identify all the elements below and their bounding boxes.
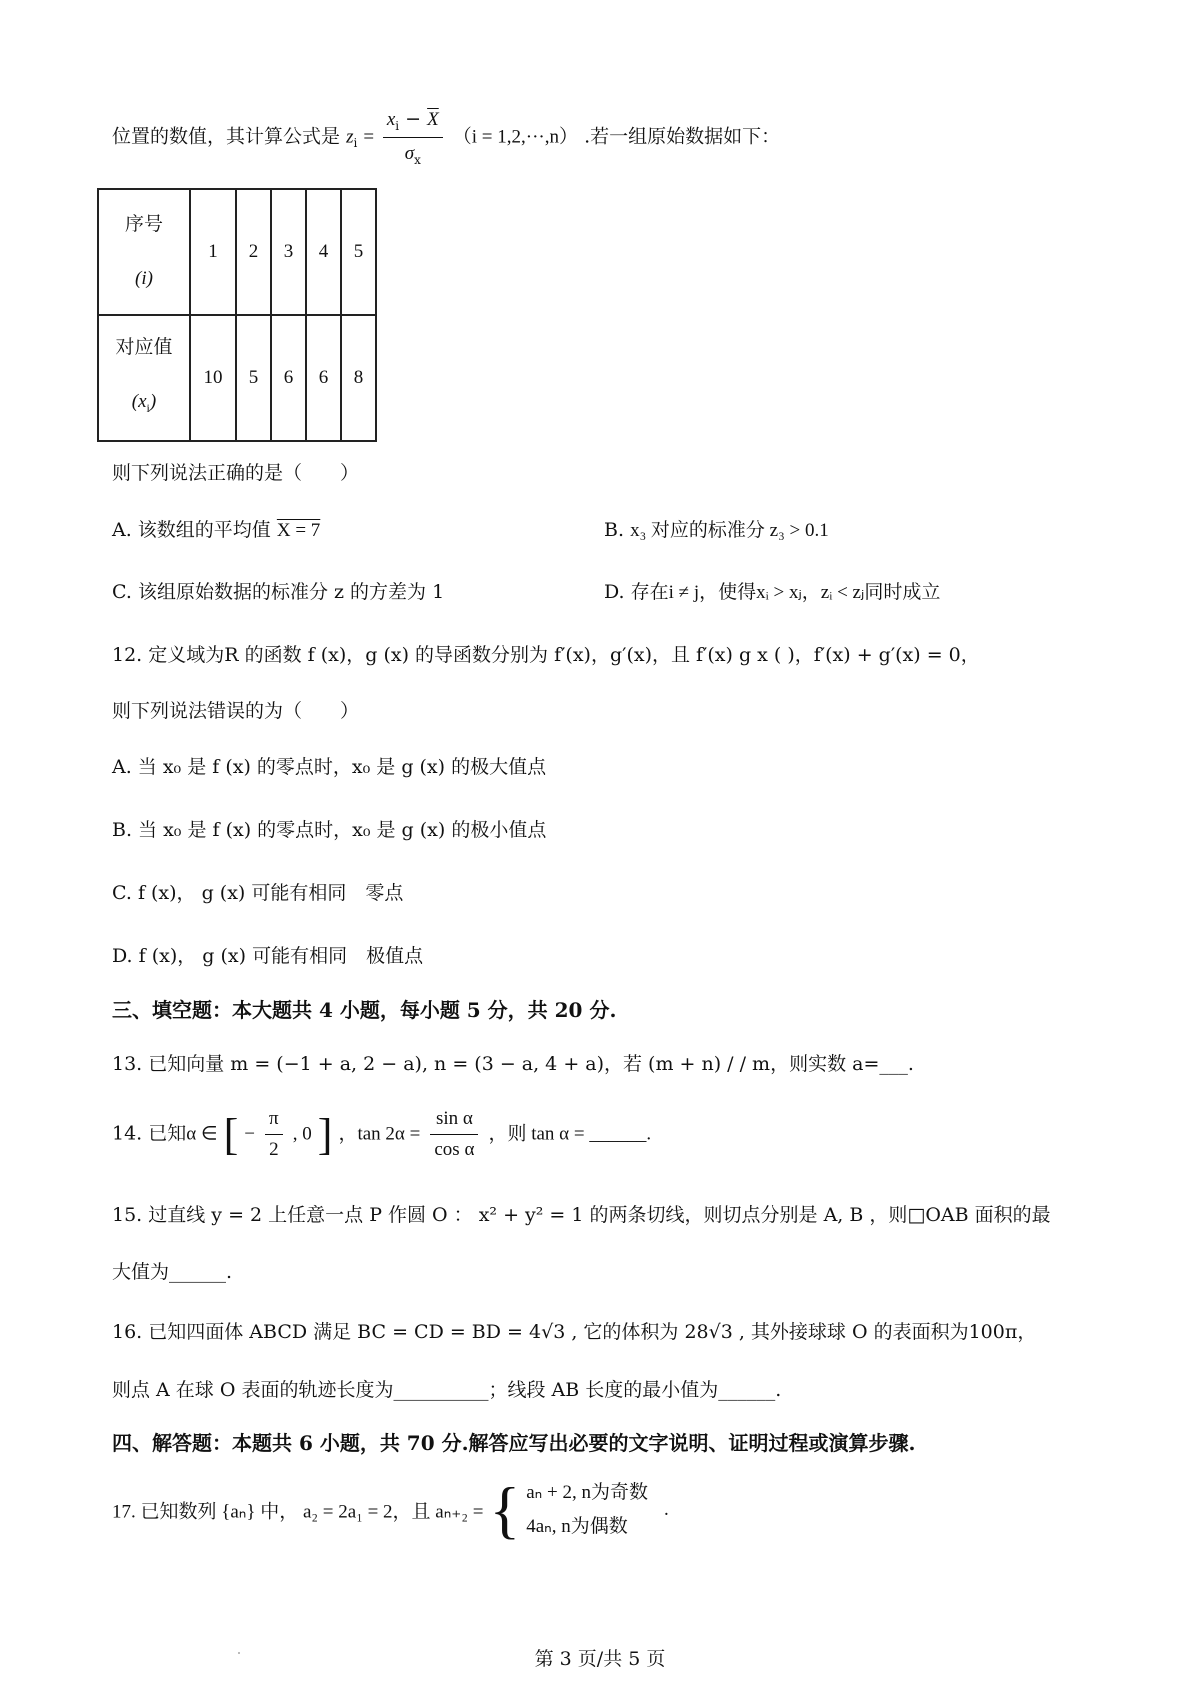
data-table: [97, 188, 377, 442]
index-range: （i = 1,2,···,n）: [452, 126, 579, 148]
q17-cases: aₙ + 2, n为奇数 4aₙ, n为偶数: [526, 1482, 648, 1537]
q12-option-a: A. 当 x₀ 是 f (x) 的零点时，x₀ 是 g (x) 的极大值点: [112, 756, 547, 778]
table-cell: 5: [236, 315, 271, 441]
q15-line-2: 大值为______.: [112, 1261, 233, 1283]
table-cell: 5: [341, 189, 376, 315]
q16-line-1: 16. 已知四面体 ABCD 满足 BC = CD = BD = 4√3 , 它的体积为 28√3 , 其外接球球 O 的表面积为100π，: [112, 1321, 1037, 1343]
table-cell: 1: [190, 189, 236, 315]
page-footer: 第 3 页/共 5 页: [534, 1648, 666, 1670]
q16-line-2: 则点 A 在球 O 表面的轨迹长度为__________；线段 AB 长度的最小值为______.: [112, 1379, 782, 1401]
q11-option-c: C. 该组原始数据的标准分 z 的方差为 1: [112, 581, 445, 603]
intro-tail: .若一组原始数据如下：: [584, 125, 781, 148]
table-cell: 2: [236, 189, 271, 315]
table-cell: 6: [306, 315, 341, 441]
q15-line-1: 15. 过直线 y = 2 上任意一点 P 作圆 O ： x² + y² = 1 的两条切线，则切点分别是 A, B ，则□OAB 面积的最: [112, 1204, 1051, 1226]
table-row: [98, 315, 376, 441]
q12-prompt: 则下列说法错误的为（ ）: [112, 700, 360, 722]
q12-stem: 12. 定义域为R 的函数 f (x)，g (x) 的导函数分别为 f′(x)，g′(x)，且 f′(x) g x ( )，f′(x) + g′(x) = 0，: [112, 644, 980, 666]
q11-option-b: B. x₃ 对应的标准分 z₃ > 0.1: [604, 519, 829, 541]
table-cell: 10: [190, 315, 236, 441]
section-4-heading: 四、解答题：本题共 6 小题，共 70 分.解答应写出必要的文字说明、证明过程或演算步骤.: [112, 1431, 916, 1455]
table-cell: 8: [341, 315, 376, 441]
q13: 13. 已知向量 m = (−1 + a, 2 − a), n = (3 − a, 4 + a)，若 (m + n) / / m，则实数 a=___.: [112, 1053, 914, 1075]
table-cell: 6: [271, 315, 306, 441]
q11-prompt: 则下列说法正确的是（ ）: [112, 462, 360, 484]
q12-option-c: C. f (x)， g (x) 可能有相同 零点: [112, 882, 404, 904]
table-row: [98, 189, 376, 315]
intro-text: 位置的数值，其计算公式是: [112, 125, 341, 148]
row-label-index: 序号 (i): [98, 189, 190, 315]
q11-option-a: A. 该数组的平均值 X = 7: [112, 519, 321, 541]
table-cell: 4: [306, 189, 341, 315]
q12-option-b: B. 当 x₀ 是 f (x) 的零点时，x₀ 是 g (x) 的极小值点: [112, 819, 547, 841]
z-score-fraction: $\frac{x_i - \overline{X}}{\sigma_x}$: [383, 108, 443, 167]
section-3-heading: 三、填空题：本大题共 4 小题，每小题 5 分，共 20 分.: [112, 998, 617, 1022]
q11-option-d: D. 存在i ≠ j，使得xᵢ > xⱼ，zᵢ < zⱼ同时成立: [604, 581, 941, 603]
table-cell: 3: [271, 189, 306, 315]
q17: 17. 已知数列 {aₙ} 中， a₂ = 2a₁ = 2，且 aₙ₊₂ = { aₙ + 2, n为奇数 4aₙ, n为偶数 .: [112, 1474, 669, 1545]
row-label-value: 对应值 $(x_i)$: [98, 315, 190, 441]
q12-option-d: D. f (x)， g (x) 可能有相同 极值点: [112, 945, 424, 967]
q14: 14. 已知α ∈ [ − $\frac{\pi}{2}$ , 0 ] ，tan 2α = $\frac{\text{sin α}}{\text{cos α}}$ ，则 tan α = ______.: [112, 1108, 652, 1160]
formula-lhs: z: [346, 126, 354, 148]
intro-line: 位置的数值，其计算公式是 $z_i$ = $\frac{x_i - \overline{X}}{\sigma_x}$ （i = 1,2,···,n） .若一组原始数据如下：: [112, 108, 781, 167]
